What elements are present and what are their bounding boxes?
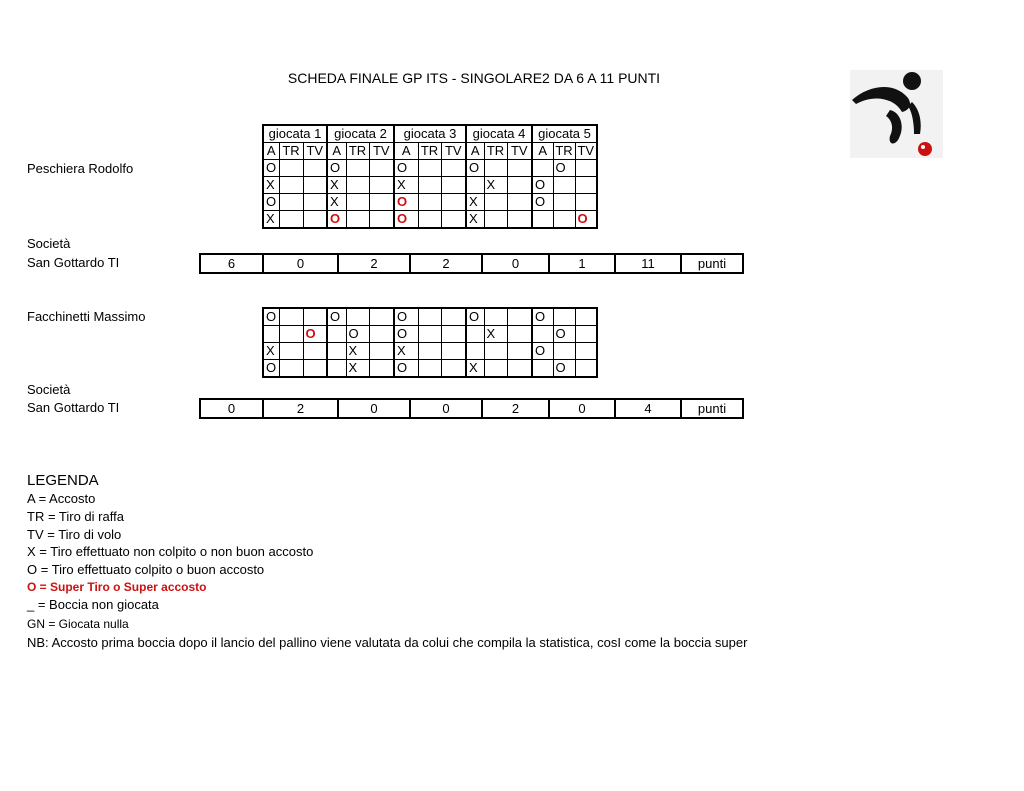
legend-line: A = Accosto: [27, 491, 96, 506]
shot-type-header: TR: [279, 143, 303, 160]
shot-cell: [441, 343, 466, 360]
shot-cell: O: [466, 160, 484, 177]
shot-cell: [279, 194, 303, 211]
shot-cell: [369, 194, 394, 211]
shot-cell: [507, 308, 532, 326]
shot-cell: [553, 177, 575, 194]
shot-type-header: A: [466, 143, 484, 160]
shot-cell: [327, 360, 346, 378]
shot-cell: X: [263, 177, 279, 194]
score-cell: 2: [482, 399, 549, 418]
score-cell: 2: [338, 254, 410, 273]
shot-cell: [507, 326, 532, 343]
shot-cell: [346, 177, 369, 194]
shot-cell: [279, 177, 303, 194]
shot-cell: [484, 211, 507, 229]
score-unit-cell: punti: [681, 254, 743, 273]
shot-cell: [369, 211, 394, 229]
legend-title: LEGENDA: [27, 472, 99, 489]
shot-cell: [575, 326, 597, 343]
score-cell: 1: [549, 254, 615, 273]
shot-cell: [484, 360, 507, 378]
score-cell: 0: [549, 399, 615, 418]
shot-cell: [553, 308, 575, 326]
shot-cell: [466, 343, 484, 360]
shot-cell: [441, 194, 466, 211]
shot-cell: [279, 308, 303, 326]
shot-cell: [346, 211, 369, 229]
shot-cell: O: [553, 160, 575, 177]
shot-cell: [553, 211, 575, 229]
shot-type-header: TR: [418, 143, 441, 160]
shot-cell: O: [553, 326, 575, 343]
giocata-header: giocata 2: [327, 125, 394, 143]
shot-cell: [507, 343, 532, 360]
player-1-score-row: [199, 253, 744, 274]
shot-cell: [575, 360, 597, 378]
shot-cell: [484, 194, 507, 211]
shot-type-header: A: [327, 143, 346, 160]
shot-cell: O: [263, 194, 279, 211]
shot-cell: [263, 326, 279, 343]
legend-gn-line: GN = Giocata nulla: [27, 617, 129, 631]
shot-cell: X: [346, 343, 369, 360]
shot-cell: O: [327, 160, 346, 177]
score-cell: 2: [263, 399, 338, 418]
giocata-header: giocata 5: [532, 125, 597, 143]
shot-cell: [575, 308, 597, 326]
shot-cell: O: [394, 308, 418, 326]
score-cell: 2: [410, 254, 482, 273]
shot-cell: [441, 211, 466, 229]
shot-cell: X: [466, 211, 484, 229]
shot-cell: X: [484, 177, 507, 194]
shot-cell: [466, 177, 484, 194]
score-cell: 0: [200, 399, 263, 418]
shot-cell: O: [553, 360, 575, 378]
score-cell: 0: [410, 399, 482, 418]
shot-cell: [327, 343, 346, 360]
shot-cell: O: [394, 160, 418, 177]
shot-type-header: TR: [553, 143, 575, 160]
shot-cell: [507, 160, 532, 177]
shot-cell: [303, 160, 327, 177]
shot-cell: [369, 177, 394, 194]
shot-cell: [303, 211, 327, 229]
shot-cell: [369, 326, 394, 343]
shot-cell: X: [466, 360, 484, 378]
score-cell: 6: [200, 254, 263, 273]
shot-cell: [418, 343, 441, 360]
shot-type-header: A: [394, 143, 418, 160]
score-cell: 0: [338, 399, 410, 418]
player-1-societa-label: Società: [27, 236, 71, 251]
shot-cell: [346, 160, 369, 177]
shot-cell: [532, 326, 553, 343]
shot-cell: [575, 343, 597, 360]
legend-super-line: O = Super Tiro o Super accosto: [27, 580, 207, 594]
shot-cell: X: [394, 343, 418, 360]
shot-cell: [507, 194, 532, 211]
shot-cell: [418, 194, 441, 211]
shot-cell: [369, 160, 394, 177]
shot-cell: [369, 343, 394, 360]
shot-cell: [418, 177, 441, 194]
shot-cell: [484, 343, 507, 360]
shot-cell: [441, 160, 466, 177]
shot-type-header: TR: [346, 143, 369, 160]
shot-cell: [346, 308, 369, 326]
score-cell: 0: [263, 254, 338, 273]
shot-cell: O: [346, 326, 369, 343]
shot-cell: X: [484, 326, 507, 343]
player-1-grid: [262, 124, 598, 229]
shot-cell: [441, 360, 466, 378]
giocata-header: giocata 3: [394, 125, 466, 143]
shot-cell: O: [394, 211, 418, 229]
shot-cell: O: [263, 360, 279, 378]
shot-cell: [418, 160, 441, 177]
shot-cell: O: [532, 343, 553, 360]
shot-cell: [418, 326, 441, 343]
shot-type-header: A: [532, 143, 553, 160]
shot-cell: [303, 177, 327, 194]
shot-cell: [575, 160, 597, 177]
shot-cell: [532, 160, 553, 177]
shot-cell: O: [466, 308, 484, 326]
shot-cell: [553, 343, 575, 360]
shot-cell: O: [327, 308, 346, 326]
shot-cell: O: [394, 360, 418, 378]
score-total-cell: 11: [615, 254, 681, 273]
shot-cell: O: [303, 326, 327, 343]
shot-cell: [532, 360, 553, 378]
shot-cell: O: [532, 308, 553, 326]
shot-cell: [279, 326, 303, 343]
player-1-name: Peschiera Rodolfo: [27, 161, 134, 176]
shot-cell: [369, 308, 394, 326]
shot-cell: [507, 211, 532, 229]
shot-type-header: TV: [441, 143, 466, 160]
shot-cell: [303, 360, 327, 378]
shot-cell: [418, 211, 441, 229]
shot-cell: [484, 308, 507, 326]
shot-cell: [279, 160, 303, 177]
shot-cell: [346, 194, 369, 211]
shot-cell: [327, 326, 346, 343]
shot-type-header: A: [263, 143, 279, 160]
player-2-club: San Gottardo TI: [27, 400, 120, 415]
legend-line: TV = Tiro di volo: [27, 527, 122, 542]
shot-cell: [507, 177, 532, 194]
shot-cell: [279, 211, 303, 229]
shot-cell: [279, 343, 303, 360]
shot-cell: O: [394, 194, 418, 211]
shot-cell: X: [263, 211, 279, 229]
player-2-score-row: [199, 398, 744, 419]
player-2-name: Facchinetti Massimo: [27, 309, 146, 324]
legend-line: X = Tiro effettuato non colpito o non buon accosto: [27, 544, 314, 559]
shot-type-header: TV: [369, 143, 394, 160]
score-cell: 0: [482, 254, 549, 273]
legend-line: TR = Tiro di raffa: [27, 509, 124, 524]
shot-cell: [441, 308, 466, 326]
shot-cell: [418, 308, 441, 326]
shot-type-header: TV: [303, 143, 327, 160]
shot-cell: O: [263, 308, 279, 326]
shot-cell: [303, 308, 327, 326]
shot-cell: O: [532, 177, 553, 194]
shot-cell: [441, 326, 466, 343]
bocce-player-logo-icon: [850, 70, 943, 158]
shot-cell: [532, 211, 553, 229]
shot-cell: [303, 343, 327, 360]
shot-cell: [303, 194, 327, 211]
shot-cell: [418, 360, 441, 378]
shot-type-header: TV: [575, 143, 597, 160]
shot-cell: O: [575, 211, 597, 229]
legend-nb-line: NB: Accosto prima boccia dopo il lancio del pallino viene valutata da colui che compila la statistica, cosI come la boccia super: [27, 635, 748, 650]
shot-cell: O: [263, 160, 279, 177]
shot-cell: X: [263, 343, 279, 360]
score-unit-cell: punti: [681, 399, 743, 418]
shot-cell: O: [532, 194, 553, 211]
shot-cell: [279, 360, 303, 378]
shot-cell: X: [327, 194, 346, 211]
shot-cell: X: [466, 194, 484, 211]
giocata-header: giocata 1: [263, 125, 327, 143]
shot-cell: [553, 194, 575, 211]
shot-type-header: TV: [507, 143, 532, 160]
shot-cell: [575, 177, 597, 194]
score-total-cell: 4: [615, 399, 681, 418]
shot-cell: O: [394, 326, 418, 343]
player-1-club: San Gottardo TI: [27, 255, 120, 270]
legend-line: O = Tiro effettuato colpito o buon accosto: [27, 562, 265, 577]
shot-type-header: TR: [484, 143, 507, 160]
giocata-header: giocata 4: [466, 125, 532, 143]
shot-cell: [369, 360, 394, 378]
page-title: SCHEDA FINALE GP ITS - SINGOLARE2 DA 6 A 11 PUNTI: [287, 70, 661, 86]
shot-cell: O: [327, 211, 346, 229]
shot-cell: [575, 194, 597, 211]
player-2-grid: [262, 307, 598, 378]
player-2-societa-label: Società: [27, 382, 71, 397]
legend-blank-line: _ = Boccia non giocata: [27, 597, 159, 612]
shot-cell: [507, 360, 532, 378]
shot-cell: [466, 326, 484, 343]
shot-cell: [484, 160, 507, 177]
shot-cell: [441, 177, 466, 194]
shot-cell: X: [327, 177, 346, 194]
shot-cell: X: [394, 177, 418, 194]
shot-cell: X: [346, 360, 369, 378]
